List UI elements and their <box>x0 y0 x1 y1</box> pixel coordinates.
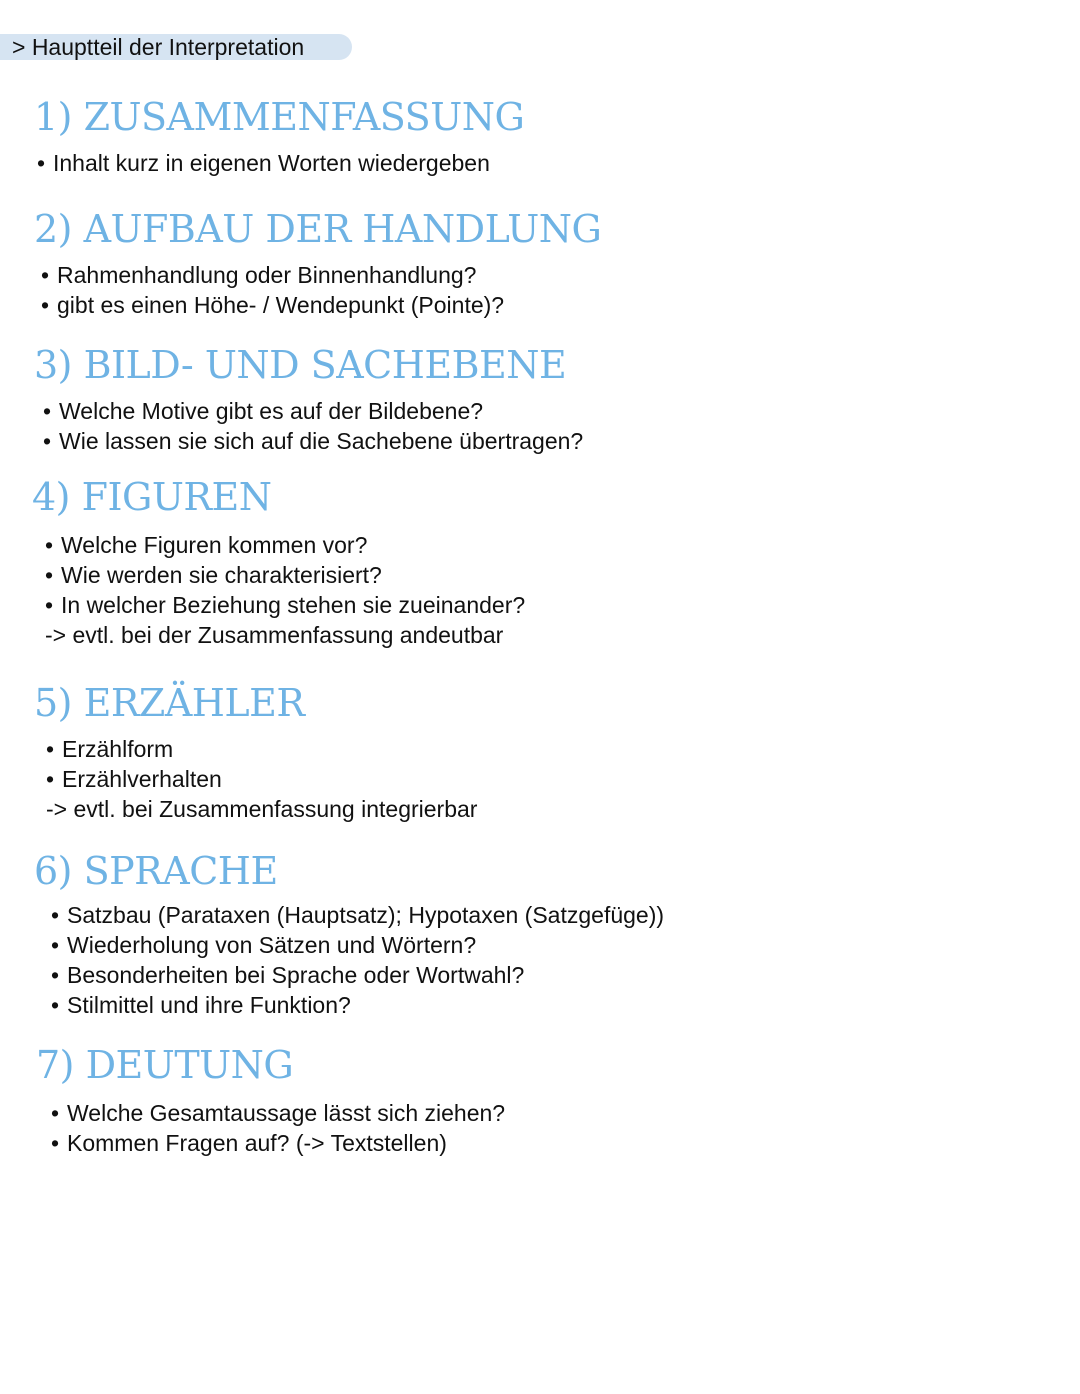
list-item-text: Erzählverhalten <box>62 766 222 792</box>
section-title: 1) ZUSAMMENFASSUNG <box>34 95 525 139</box>
list-item <box>43 426 583 456</box>
bullet-icon: • <box>51 1100 60 1126</box>
bullet-list <box>34 734 477 794</box>
list-item <box>51 960 664 990</box>
list-item-text: Besonderheiten bei Sprache oder Wortwahl? <box>67 962 525 988</box>
bullet-icon: • <box>51 992 60 1018</box>
list-item <box>43 396 583 426</box>
section-aufbau <box>34 207 602 320</box>
section-deutung <box>36 1043 506 1158</box>
bullet-list <box>32 530 525 620</box>
list-item <box>41 260 601 290</box>
list-item-text: Wie lassen sie sich auf die Sachebene übertragen? <box>59 428 584 454</box>
section-title: 3) BILD- UND SACHEBENE <box>34 343 567 387</box>
bullet-icon: • <box>45 562 54 588</box>
section-note: -> evtl. bei der Zusammenfassung andeutbar <box>45 622 504 648</box>
list-item-text: Welche Gesamtaussage lässt sich ziehen? <box>67 1100 506 1126</box>
list-item <box>46 734 477 764</box>
list-item <box>51 990 664 1020</box>
bullet-icon: • <box>45 592 54 618</box>
list-item <box>37 148 524 178</box>
list-item-text: Satzbau (Parataxen (Hauptsatz); Hypotaxen (Satzgefüge)) <box>67 902 665 928</box>
list-item <box>41 290 601 320</box>
bullet-icon: • <box>43 398 52 424</box>
bullet-list <box>36 1098 505 1158</box>
bullet-icon: • <box>51 1130 60 1156</box>
bullet-icon: • <box>46 736 55 762</box>
list-item-text: Welche Figuren kommen vor? <box>61 532 368 558</box>
list-item-text: Stilmittel und ihre Funktion? <box>67 992 351 1018</box>
section-title: 7) DEUTUNG <box>36 1043 294 1087</box>
bullet-list <box>34 900 664 1020</box>
section-header-pill <box>0 34 352 60</box>
bullet-icon: • <box>51 902 60 928</box>
list-item <box>51 1098 505 1128</box>
bullet-list <box>34 396 583 456</box>
list-item-text: Inhalt kurz in eigenen Worten wiedergeben <box>53 150 490 176</box>
list-item <box>51 930 664 960</box>
list-item-text: Rahmenhandlung oder Binnenhandlung? <box>57 262 477 288</box>
bullet-icon: • <box>43 428 52 454</box>
bullet-icon: • <box>51 962 60 988</box>
list-item-text: Erzählform <box>62 736 174 762</box>
section-zusammenfassung <box>34 95 525 178</box>
section-header-label: > Hauptteil der Interpretation <box>12 34 305 60</box>
bullet-icon: • <box>37 150 46 176</box>
list-item-text: Wie werden sie charakterisiert? <box>61 562 382 588</box>
bullet-icon: • <box>41 292 50 318</box>
bullet-icon: • <box>45 532 54 558</box>
section-figuren <box>32 475 526 650</box>
list-item <box>51 1128 505 1158</box>
section-title: 2) AUFBAU DER HANDLUNG <box>34 207 602 251</box>
bullet-icon: • <box>46 766 55 792</box>
section-bild-sachebene <box>34 343 584 456</box>
section-title: 4) FIGUREN <box>32 475 272 519</box>
bullet-icon: • <box>51 932 60 958</box>
list-item-text: Kommen Fragen auf? (-> Textstellen) <box>67 1130 447 1156</box>
list-item-text: Wiederholung von Sätzen und Wörtern? <box>67 932 477 958</box>
bullet-list <box>34 260 601 320</box>
bullet-icon: • <box>41 262 50 288</box>
section-sprache <box>34 849 665 1020</box>
list-item-text: Welche Motive gibt es auf der Bildebene? <box>59 398 484 424</box>
section-erzaehler <box>34 681 478 824</box>
list-item-text: In welcher Beziehung stehen sie zueinander? <box>61 592 526 618</box>
section-note: -> evtl. bei Zusammenfassung integrierbar <box>46 796 478 822</box>
list-item <box>45 590 525 620</box>
list-item <box>46 764 477 794</box>
list-item <box>51 900 664 930</box>
section-title: 5) ERZÄHLER <box>34 681 305 725</box>
list-item-text: gibt es einen Höhe- / Wendepunkt (Pointe)? <box>57 292 505 318</box>
list-item <box>45 530 525 560</box>
section-title: 6) SPRACHE <box>34 849 278 893</box>
bullet-list <box>34 148 524 178</box>
list-item <box>45 560 525 590</box>
